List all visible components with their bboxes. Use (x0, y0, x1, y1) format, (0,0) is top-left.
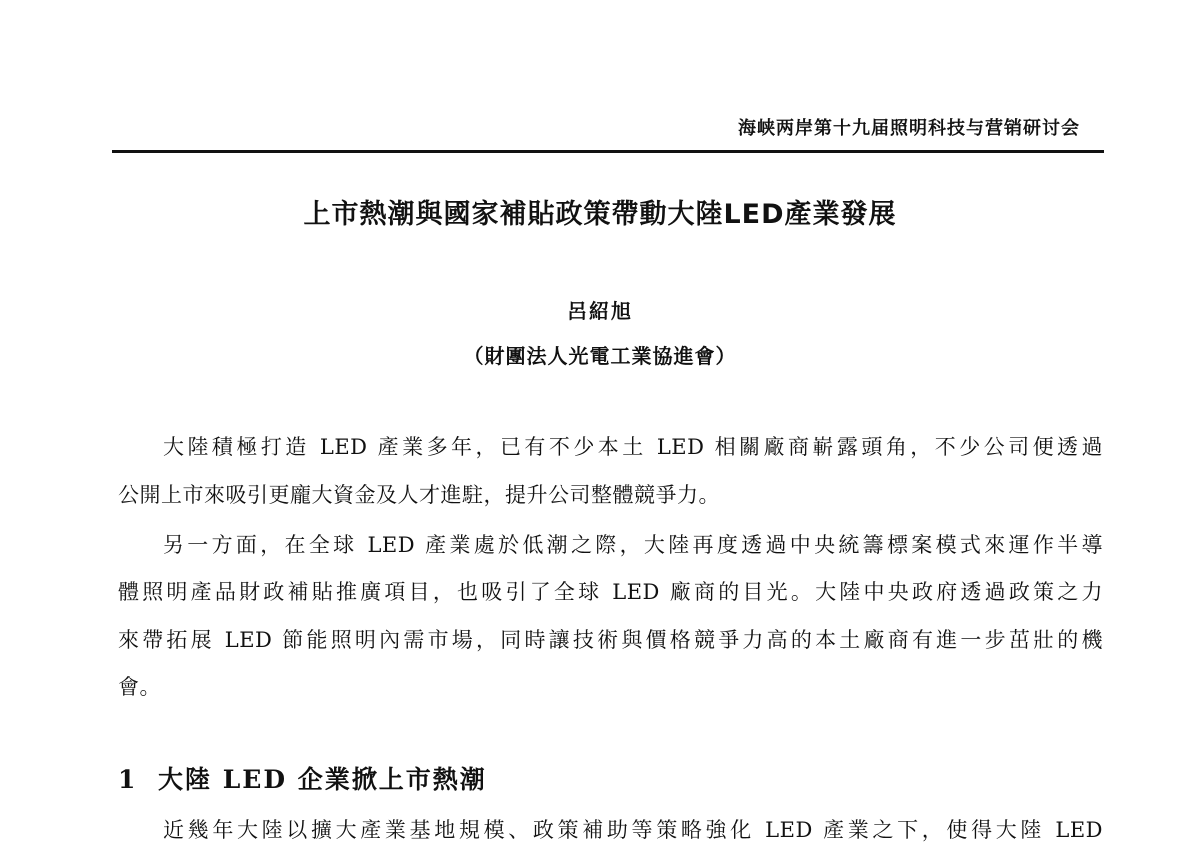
paragraph-line: 公開上市來吸引更龐大資金及人才進駐，提升公司整體競爭力。 (118, 483, 720, 507)
paragraph-line: 會。 (118, 675, 161, 699)
paragraph-line: 另一方面，在全球 LED 產業處於低潮之際，大陸再度透過中央統籌標案模式來運作半導 (163, 533, 1103, 557)
section-number: 1 (118, 765, 138, 794)
header-rule (112, 150, 1104, 153)
section-title: 大陸 LED 企業掀上市熱潮 (158, 765, 487, 794)
paragraph-line: 來帶拓展 LED 節能照明內需市場，同時讓技術與價格競爭力高的本土廠商有進一步茁壯的機 (118, 628, 1103, 652)
author-name: 呂紹旭 (567, 299, 633, 323)
paper-title: 上市熱潮與國家補貼政策帶動大陸LED產業發展 (303, 199, 897, 230)
paragraph-line: 近幾年大陸以擴大產業基地規模、政策補助等策略強化 LED 產業之下，使得大陸 LED (163, 818, 1103, 842)
conference-header: 海峡两岸第十九届照明科技与营销研讨会 (738, 118, 1080, 139)
section-heading (118, 760, 487, 796)
paragraph-line: 大陸積極打造 LED 產業多年，已有不少本土 LED 相關廠商嶄露頭角，不少公司便透過 (163, 435, 1103, 459)
paragraph-line: 體照明產品財政補貼推廣項目，也吸引了全球 LED 廠商的目光。大陸中央政府透過政策之力 (118, 580, 1103, 604)
author-affiliation: （財團法人光電工業協進會） (463, 344, 737, 368)
